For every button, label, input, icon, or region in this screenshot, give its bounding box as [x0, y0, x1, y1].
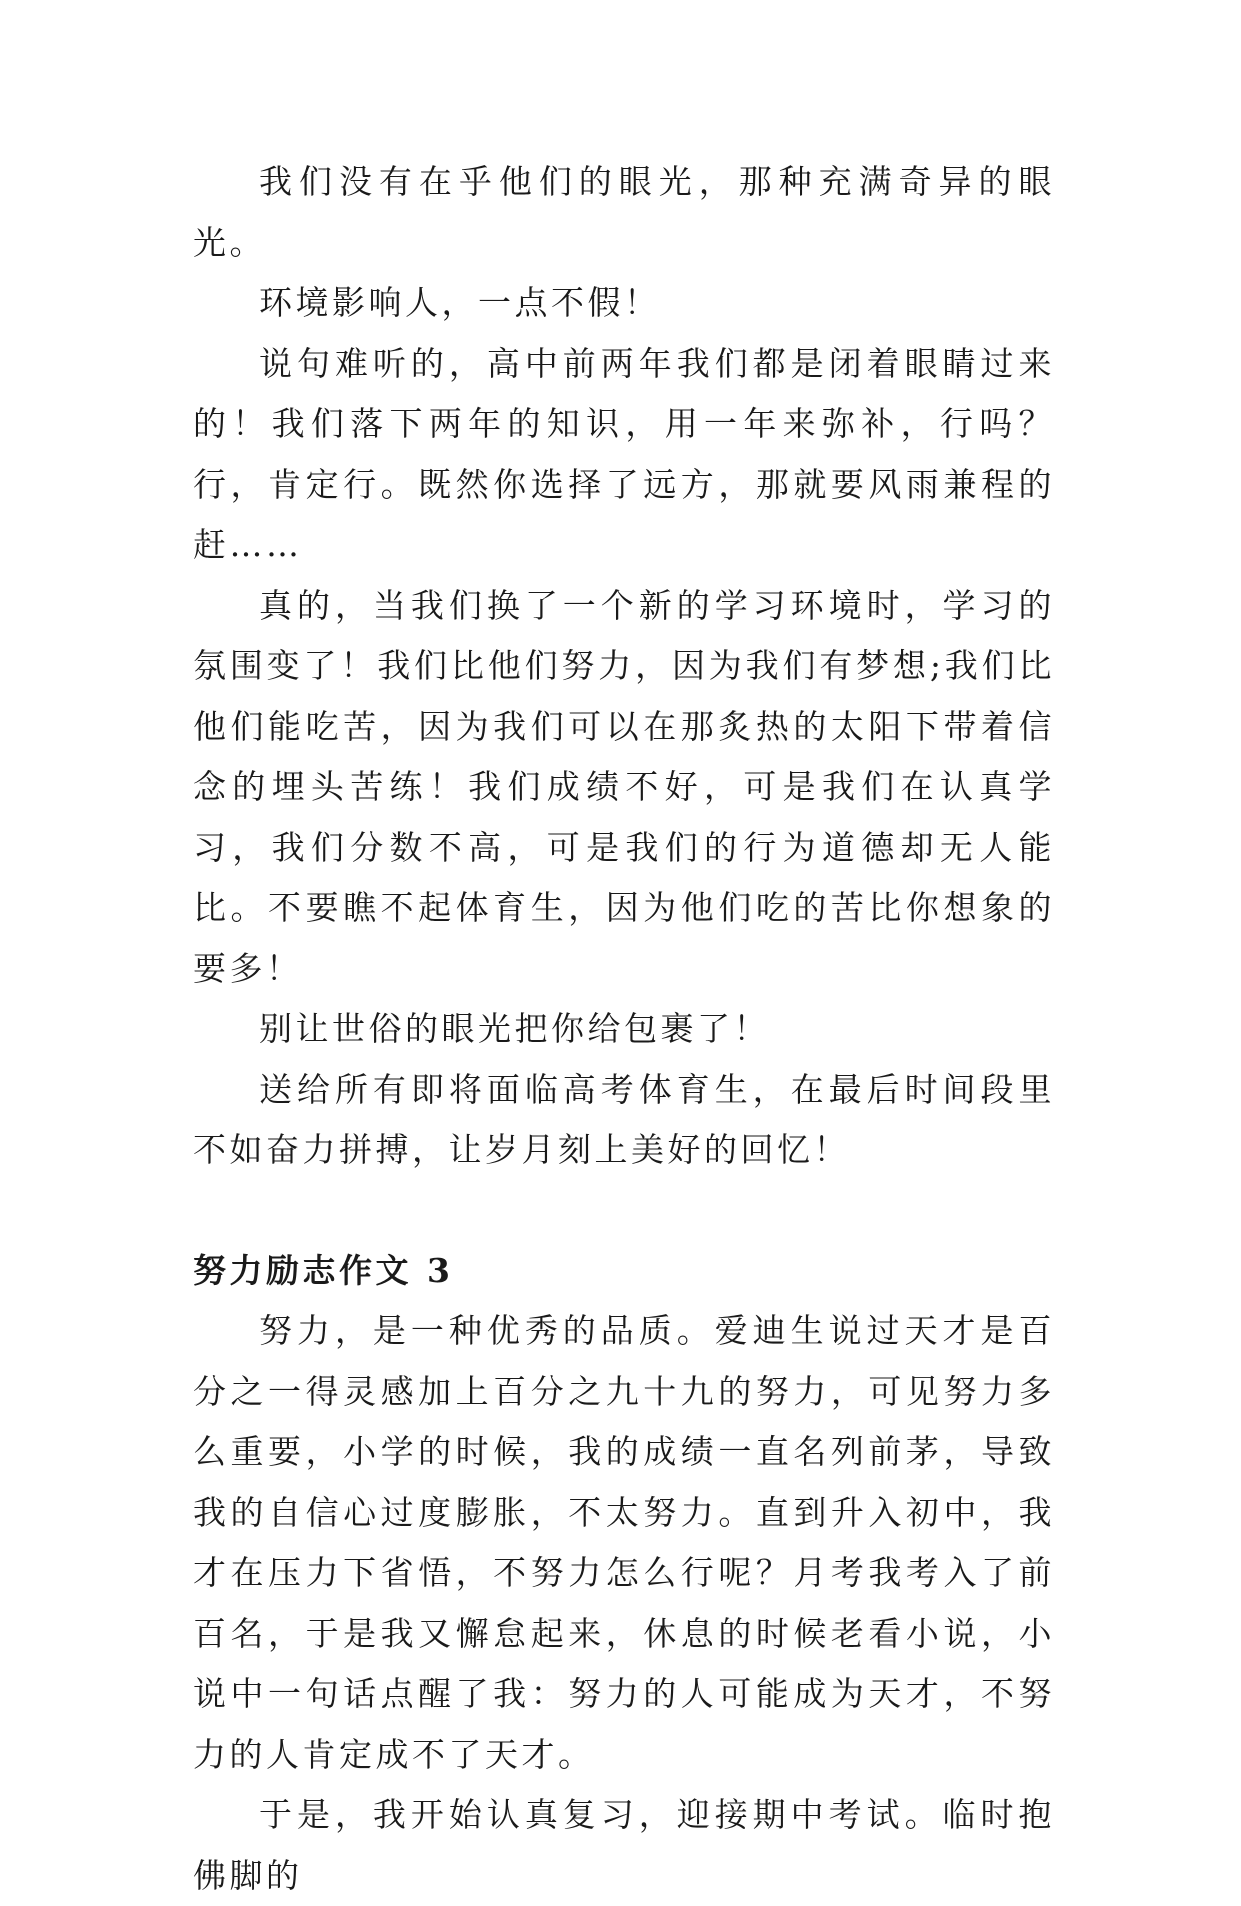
section-heading: 努力励志作文 3 [193, 1250, 454, 1290]
paragraph: 真的，当我们换了一个新的学习环境时，学习的氛围变了！我们比他们努力，因为我们有梦想;我们比他们能吃苦，因为我们可以在那炙热的太阳下带着信念的埋头苦练！我们成绩不好，可是我们在认真学习，我们分数不高，可是我们的行为道德却无人能比。不要瞧不起体育生，因为他们吃的苦比你想象的要多！ [193, 585, 1055, 988]
paragraph: 说句难听的，高中前两年我们都是闭着眼睛过来的！我们落下两年的知识，用一年来弥补，行吗？行，肯定行。既然你选择了远方，那就要风雨兼程的赶…… [193, 343, 1055, 564]
paragraph: 于是，我开始认真复习，迎接期中考试。临时抱佛脚的 [193, 1795, 1055, 1895]
paragraph: 环境影响人，一点不假！ [259, 283, 661, 322]
paragraph: 努力，是一种优秀的品质。爱迪生说过天才是百分之一得灵感加上百分之九十九的努力，可见努力多么重要，小学的时候，我的成绩一直名列前茅，导致我的自信心过度膨胀，不太努力。直到升入初中，我才在压力下省悟，不努力怎么行呢？月考我考入了前百名，于是我又懈怠起来，休息的时候老看小说，小说中一句话点醒了我：努力的人可能成为天才，不努力的人肯定成不了天才。 [193, 1311, 1055, 1774]
paragraph: 别让世俗的眼光把你给包裹了！ [259, 1009, 770, 1048]
document-page [193, 152, 1055, 1906]
paragraph: 送给所有即将面临高考体育生，在最后时间段里不如奋力拼搏，让岁月刻上美好的回忆！ [193, 1069, 1055, 1169]
paragraph: 我们没有在乎他们的眼光，那种充满奇异的眼光。 [193, 162, 1055, 262]
